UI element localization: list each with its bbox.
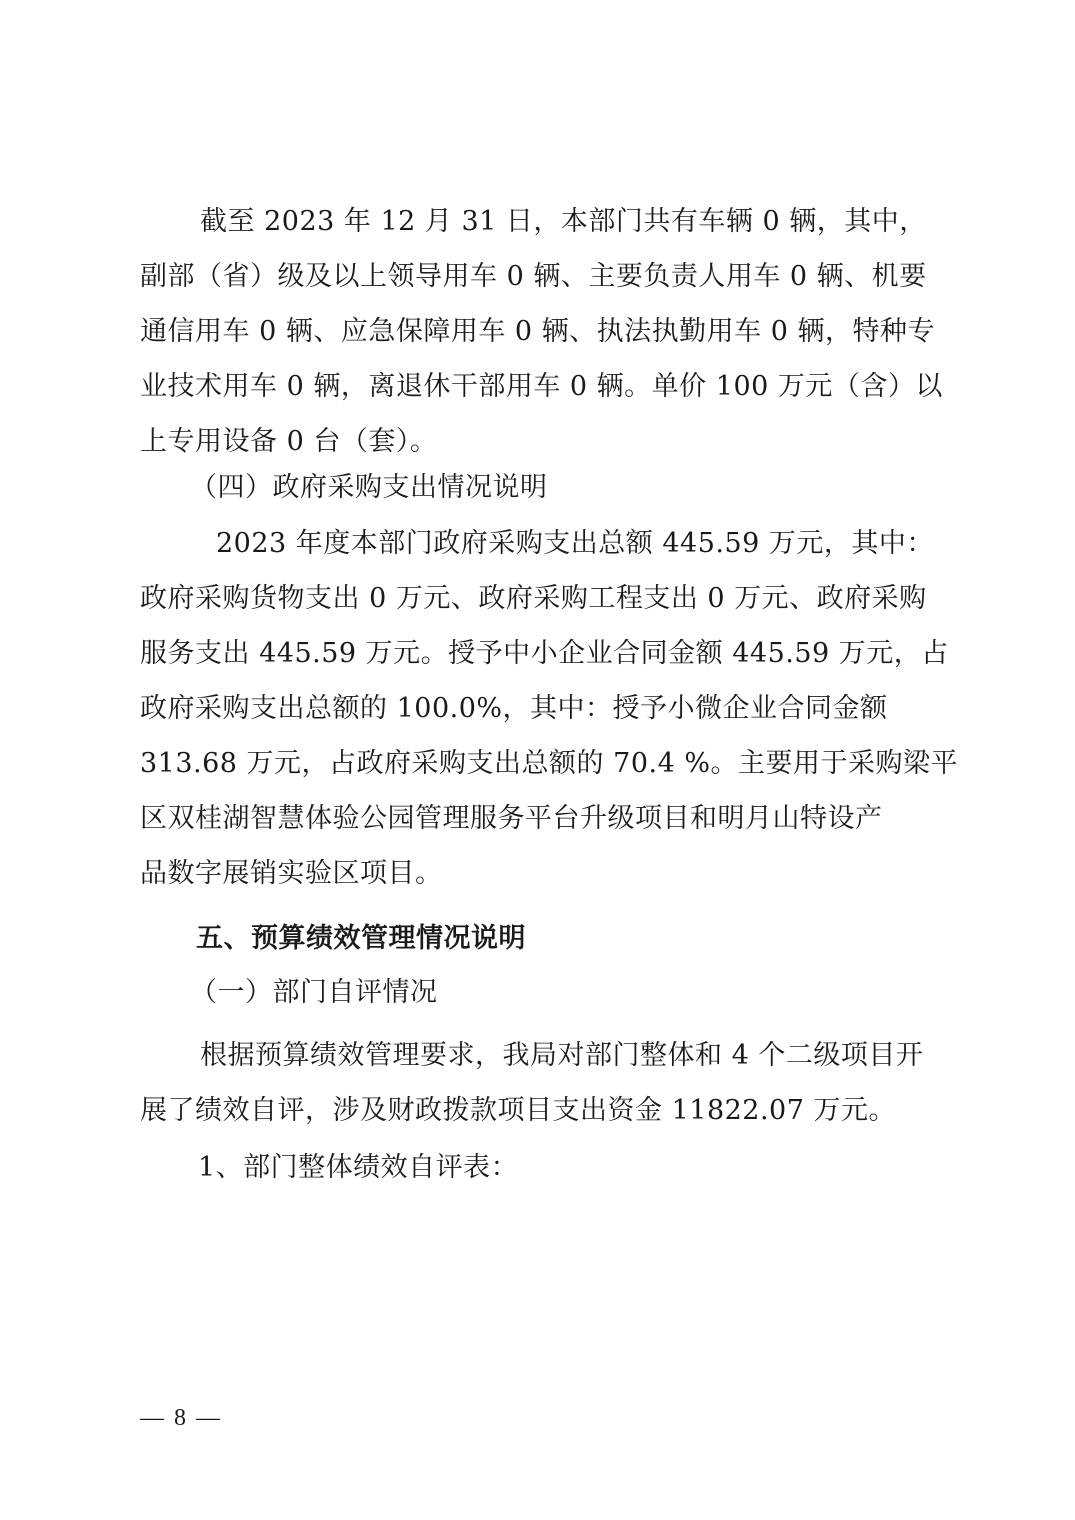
self-eval-line-1: 根据预算绩效管理要求，我局对部门整体和 4 个二级项目开 [200, 1040, 924, 1071]
self-eval-line-2: 展了绩效自评，涉及财政拨款项目支出资金 11822.07 万元。 [140, 1095, 896, 1126]
page-number: — 8 — [140, 1405, 222, 1431]
vehicles-line-2: 副部（省）级及以上领导用车 0 辆、主要负责人用车 0 辆、机要 [140, 261, 927, 292]
section-5-heading: 五、预算绩效管理情况说明 [196, 923, 526, 954]
vehicles-line-3: 通信用车 0 辆、应急保障用车 0 辆、执法执勤用车 0 辆，特种专 [140, 316, 936, 347]
self-eval-heading: （一）部门自评情况 [190, 977, 438, 1008]
vehicles-line-1: 截至 2023 年 12 月 31 日，本部门共有车辆 0 辆，其中， [200, 206, 927, 237]
procurement-line-2: 政府采购货物支出 0 万元、政府采购工程支出 0 万元、政府采购 [140, 583, 927, 614]
vehicles-line-5: 上专用设备 0 台（套）。 [140, 426, 438, 457]
table-heading: 1、部门整体绩效自评表： [198, 1152, 519, 1183]
procurement-line-6: 区双桂湖智慧体验公园管理服务平台升级项目和明月山特设产 [140, 803, 883, 834]
procurement-line-7: 品数字展销实验区项目。 [140, 858, 443, 889]
vehicles-line-4: 业技术用车 0 辆，离退休干部用车 0 辆。单价 100 万元（含）以 [140, 371, 943, 402]
procurement-line-3: 服务支出 445.59 万元。授予中小企业合同金额 445.59 万元，占 [140, 638, 949, 669]
procurement-line-1: 2023 年度本部门政府采购支出总额 445.59 万元，其中： [216, 528, 934, 559]
procurement-line-5: 313.68 万元，占政府采购支出总额的 70.4 %。主要用于采购梁平 [140, 748, 958, 779]
procurement-line-4: 政府采购支出总额的 100.0%，其中：授予小微企业合同金额 [140, 693, 888, 724]
procurement-heading: （四）政府采购支出情况说明 [190, 472, 548, 503]
